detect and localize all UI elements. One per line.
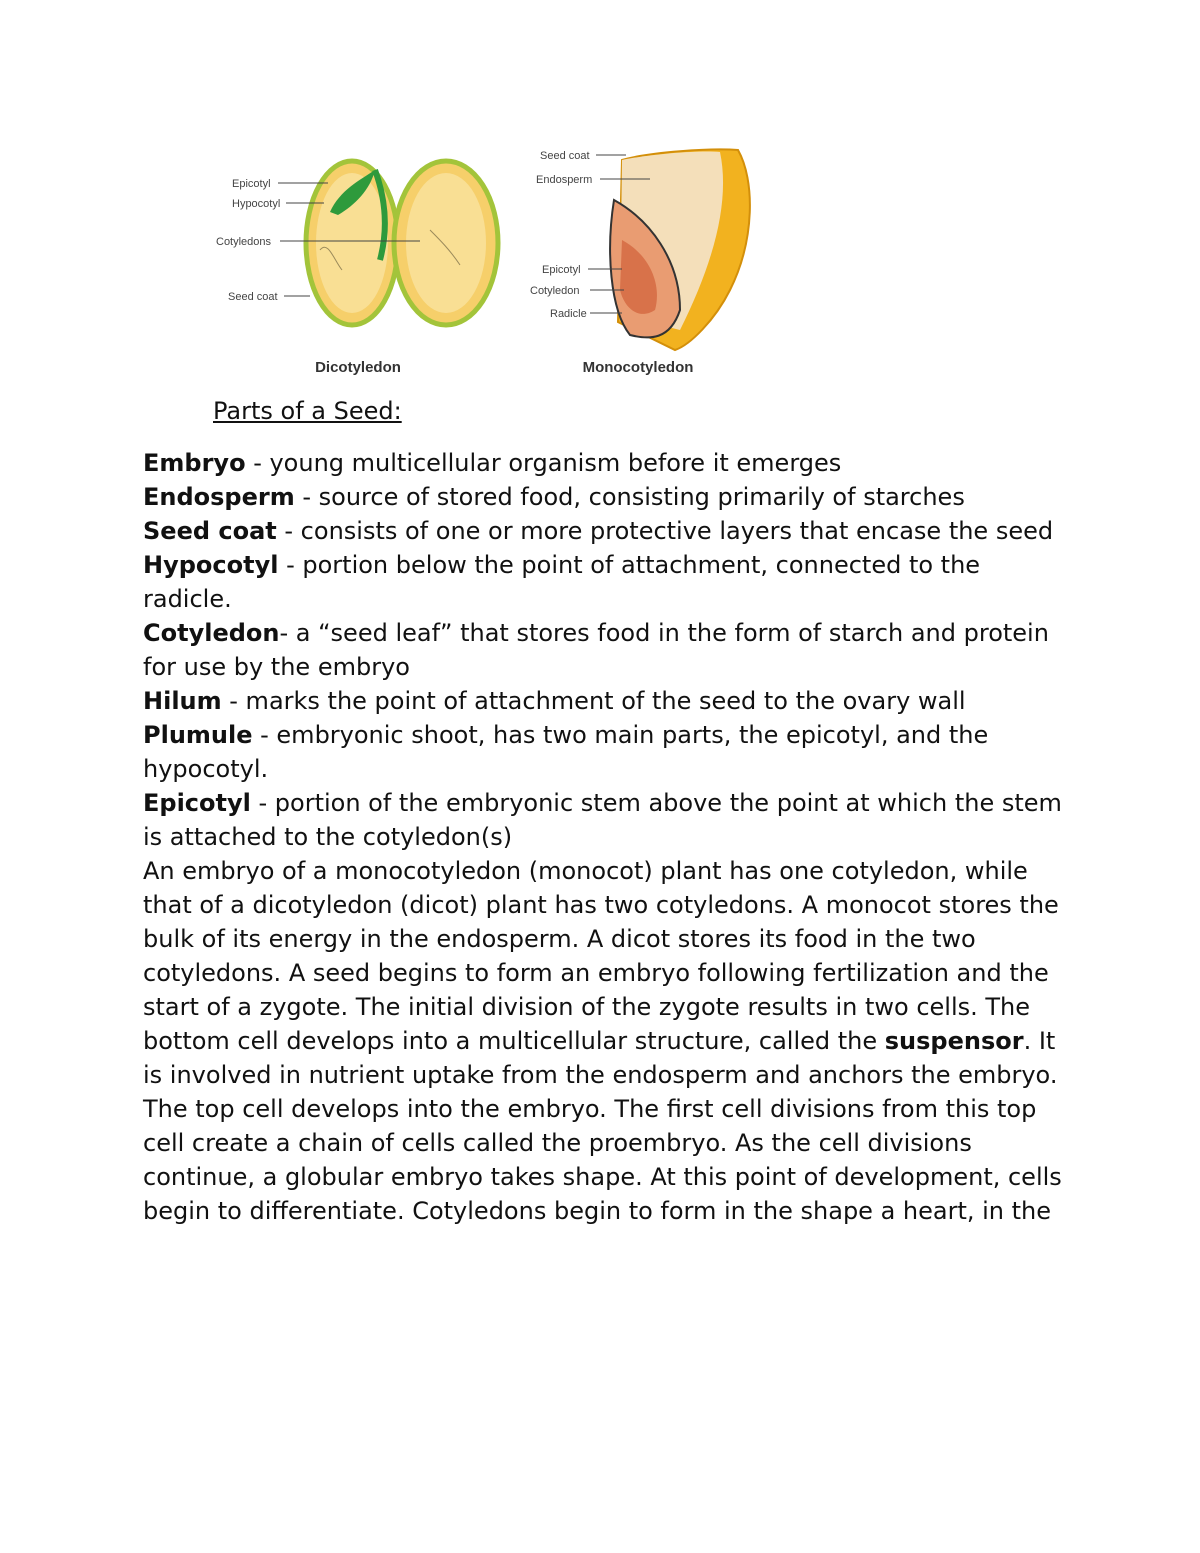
seed-diagram-svg	[210, 140, 770, 390]
monocot-label-epicotyl: Epicotyl	[542, 264, 581, 276]
definition-text: - consists of one or more protective layers that encase the seed	[276, 517, 1054, 545]
seed-diagram	[210, 140, 770, 390]
section-heading: Parts of a Seed:	[213, 397, 402, 425]
document-body	[143, 446, 1068, 1228]
definition-text: - young multicellular organism before it emerges	[245, 449, 842, 477]
term-cotyledon: Cotyledon	[143, 619, 280, 647]
term-plumule: Plumule	[143, 721, 253, 749]
dicot-label-epicotyl: Epicotyl	[232, 178, 271, 190]
definition-cotyledon	[143, 616, 1068, 684]
definition-seed-coat	[143, 514, 1068, 548]
term-endosperm: Endosperm	[143, 483, 295, 511]
paragraph-text-before: An embryo of a monocotyledon (monocot) plant has one cotyledon, while that of a dicotyledon (dicot) plant has two cotyledons. A monocot stores the bulk of its energy in the endosperm. A dicot stores its food in the two cotyledons. A seed begins to form an embryo following fertilization and the start of a zygote. The initial division of the zygote results in two cells. The bottom cell develops into a multicellular structure, called the	[143, 857, 1059, 1055]
definition-plumule	[143, 718, 1068, 786]
dicot-label-cotyledons: Cotyledons	[216, 236, 272, 248]
definition-text: - a “seed leaf” that stores food in the form of starch and protein for use by the embryo	[143, 619, 1049, 681]
monocot-seed	[610, 149, 750, 350]
term-embryo: Embryo	[143, 449, 246, 477]
term-hypocotyl: Hypocotyl	[143, 551, 279, 579]
definition-epicotyl	[143, 786, 1068, 854]
dicot-label-hypocotyl: Hypocotyl	[232, 198, 281, 210]
definition-text: - embryonic shoot, has two main parts, the epicotyl, and the hypocotyl.	[143, 721, 989, 783]
definition-embryo	[143, 446, 1068, 480]
monocot-caption: Monocotyledon	[582, 359, 694, 376]
definition-text: - source of stored food, consisting primarily of starches	[294, 483, 965, 511]
paragraph-text-after: . It is involved in nutrient uptake from the endosperm and anchors the embryo. The top cell develops into the embryo. The first cell divisions from this top cell create a chain of cells called the proembryo. As the cell divisions continue, a globular embryo takes shape. At this point of development, cells begin to differentiate. Cotyledons begin to form in the shape a heart, in the	[143, 1027, 1062, 1225]
definition-text: - marks the point of attachment of the seed to the ovary wall	[221, 687, 966, 715]
term-suspensor: suspensor	[884, 1027, 1024, 1055]
definition-hilum	[143, 684, 1068, 718]
dicot-label-seed-coat: Seed coat	[228, 291, 278, 303]
dicot-caption: Dicotyledon	[315, 359, 401, 376]
monocot-label-seed-coat: Seed coat	[540, 150, 590, 162]
definition-endosperm	[143, 480, 1068, 514]
body-paragraph	[143, 854, 1068, 1228]
definition-hypocotyl	[143, 548, 1068, 616]
monocot-label-endosperm: Endosperm	[536, 174, 593, 186]
monocot-label-radicle: Radicle	[550, 308, 587, 320]
monocot-label-cotyledon: Cotyledon	[530, 285, 580, 297]
definition-text: - portion below the point of attachment, connected to the radicle.	[143, 551, 981, 613]
definition-text: - portion of the embryonic stem above the point at which the stem is attached to the cotyledon(s)	[143, 789, 1062, 851]
term-seed-coat: Seed coat	[143, 517, 277, 545]
term-hilum: Hilum	[143, 687, 222, 715]
dicot-seed	[306, 161, 498, 325]
term-epicotyl: Epicotyl	[143, 789, 251, 817]
